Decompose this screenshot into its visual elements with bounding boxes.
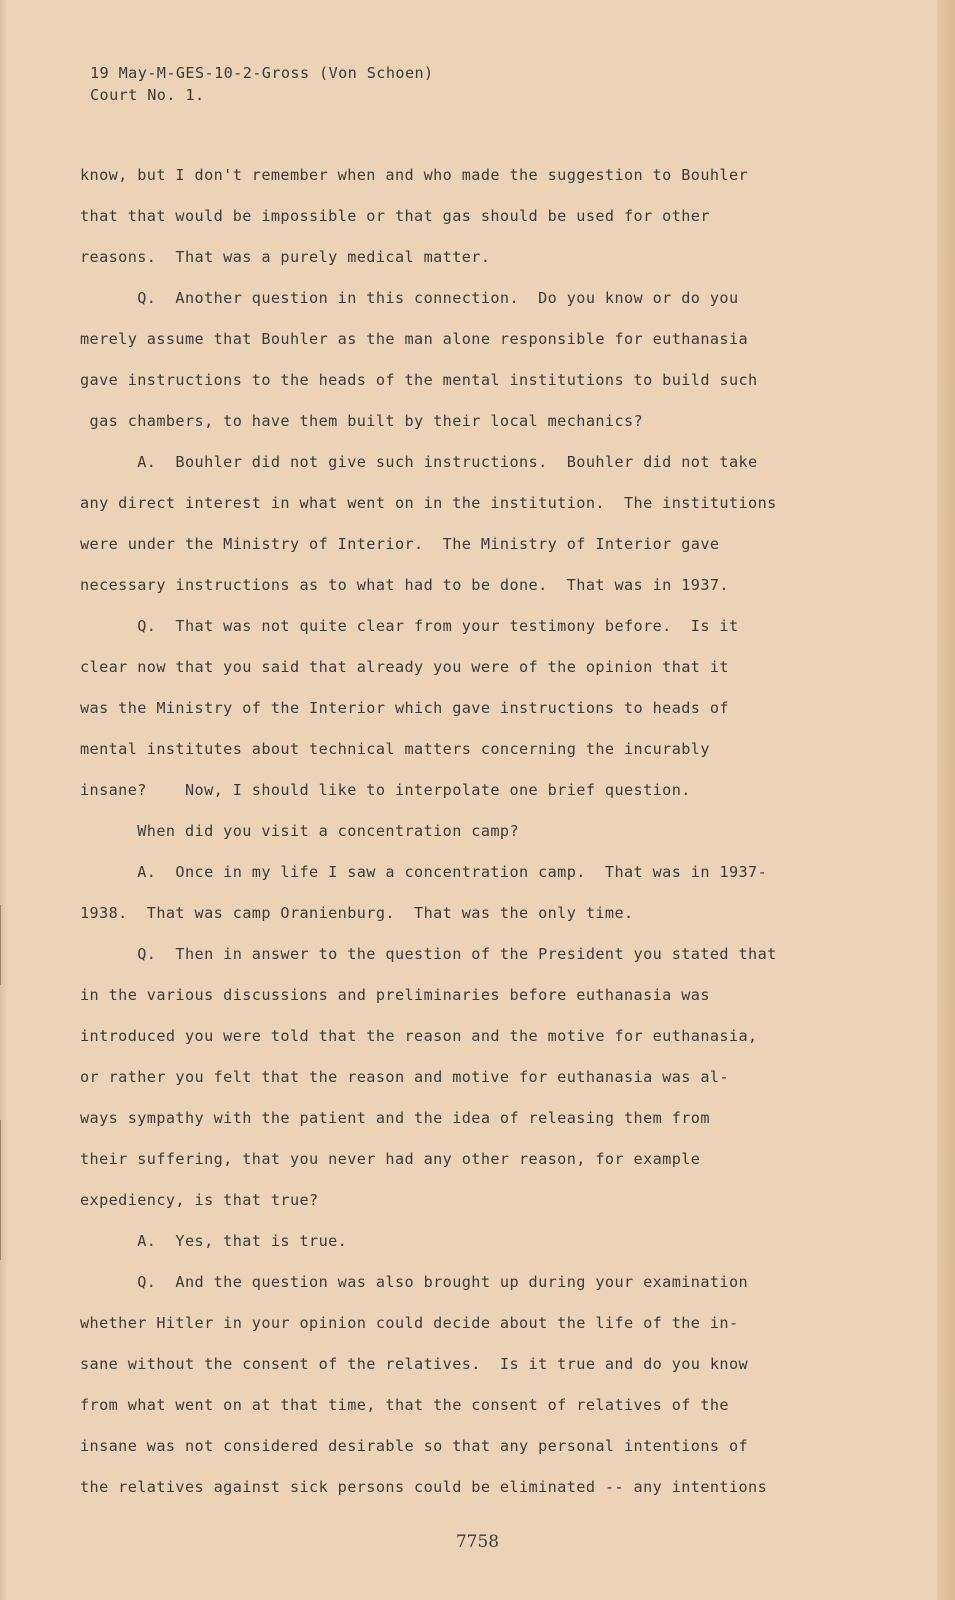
text-line: insane was not considered desirable so that any personal intentions of <box>80 1437 749 1455</box>
margin-mark <box>0 905 13 985</box>
text-line: in the various discussions and preliminaries before euthanasia was <box>80 986 710 1004</box>
text-line: necessary instructions as to what had to be done. That was in 1937. <box>80 576 729 594</box>
text-line: were under the Ministry of Interior. The Ministry of Interior gave <box>80 535 720 553</box>
text-line: merely assume that Bouhler as the man alone responsible for euthanasia <box>80 330 749 348</box>
text-line: A. Bouhler did not give such instructions. Bouhler did not take <box>80 453 758 471</box>
text-line: Q. That was not quite clear from your testimony before. Is it <box>80 617 739 635</box>
text-line: from what went on at that time, that the consent of relatives of the <box>80 1396 729 1414</box>
header-case-line: 19 May-M-GES-10-2-Gross (Von Schoen) <box>90 64 434 82</box>
text-line: When did you visit a concentration camp? <box>80 822 520 840</box>
margin-mark <box>0 1120 13 1260</box>
text-line: Q. And the question was also brought up during your examination <box>80 1273 749 1291</box>
page-number: 7758 <box>455 1532 500 1552</box>
text-line: Q. Then in answer to the question of the President you stated that <box>80 945 777 963</box>
text-line: clear now that you said that already you were of the opinion that it <box>80 658 729 676</box>
text-line: 1938. That was camp Oranienburg. That was the only time. <box>80 904 634 922</box>
text-line: A. Yes, that is true. <box>80 1232 348 1250</box>
text-line: was the Ministry of the Interior which gave instructions to heads of <box>80 699 729 717</box>
text-line: their suffering, that you never had any other reason, for example <box>80 1150 701 1168</box>
text-line: whether Hitler in your opinion could decide about the life of the in- <box>80 1314 739 1332</box>
page-left-edge <box>0 0 8 1600</box>
text-line: the relatives against sick persons could be eliminated -- any intentions <box>80 1478 768 1496</box>
text-line: expediency, is that true? <box>80 1191 319 1209</box>
transcript-body <box>80 160 840 1513</box>
text-line: sane without the consent of the relatives. Is it true and do you know <box>80 1355 749 1373</box>
text-line: ways sympathy with the patient and the idea of releasing them from <box>80 1109 710 1127</box>
text-line: know, but I don't remember when and who made the suggestion to Bouhler <box>80 166 749 184</box>
header-court-line: Court No. 1. <box>90 86 205 104</box>
text-line: Q. Another question in this connection. Do you know or do you <box>80 289 739 307</box>
text-line: gas chambers, to have them built by their local mechanics? <box>80 412 644 430</box>
text-line: A. Once in my life I saw a concentration camp. That was in 1937- <box>80 863 768 881</box>
text-line: insane? Now, I should like to interpolate one brief question. <box>80 781 691 799</box>
document-header <box>90 62 434 106</box>
text-line: introduced you were told that the reason and the motive for euthanasia, <box>80 1027 758 1045</box>
text-line: mental institutes about technical matters concerning the incurably <box>80 740 710 758</box>
text-line: reasons. That was a purely medical matter. <box>80 248 491 266</box>
text-line: that that would be impossible or that gas should be used for other <box>80 207 710 225</box>
text-line: gave instructions to the heads of the mental institutions to build such <box>80 371 758 389</box>
text-line: any direct interest in what went on in the institution. The institutions <box>80 494 777 512</box>
page-right-edge <box>937 0 955 1600</box>
text-line: or rather you felt that the reason and motive for euthanasia was al- <box>80 1068 729 1086</box>
